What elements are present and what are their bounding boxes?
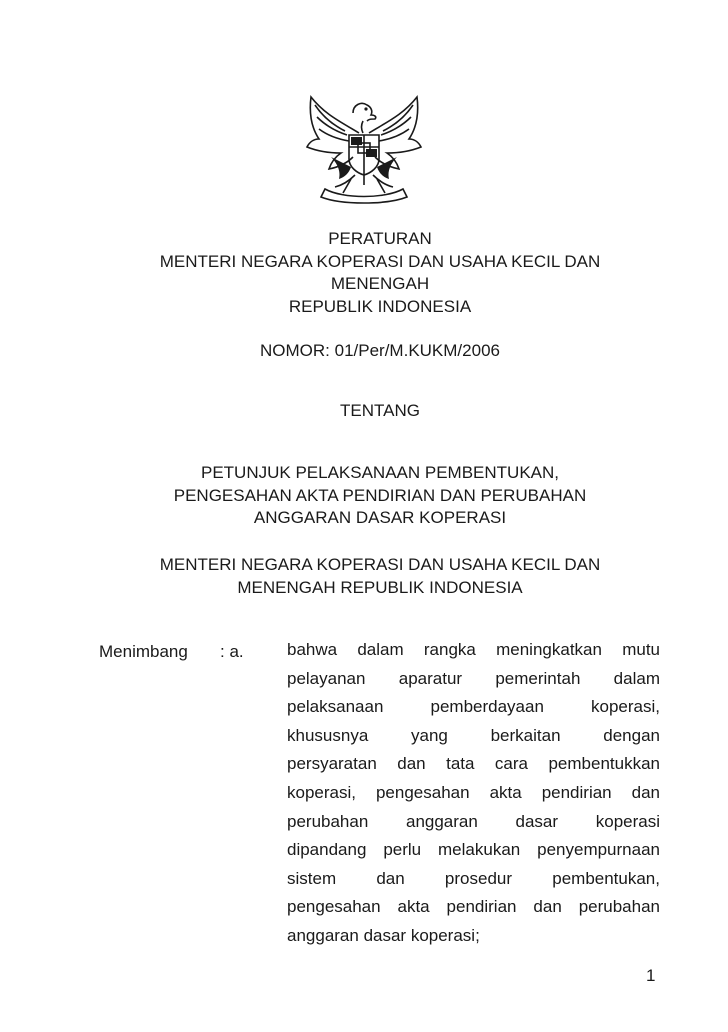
regulation-number: NOMOR: 01/Per/M.KUKM/2006 xyxy=(260,341,500,360)
menimbang-paragraph xyxy=(287,636,660,951)
menimbang-label: Menimbang xyxy=(99,642,188,661)
tentang-heading: TENTANG xyxy=(340,401,420,420)
minister-line: MENENGAH REPUBLIK INDONESIA xyxy=(237,577,523,597)
paragraph-line: dipandang perlu melakukan penyempurnaan xyxy=(287,840,660,860)
subject-line: ANGGARAN DASAR KOPERASI xyxy=(253,508,507,527)
minister-heading xyxy=(0,554,728,599)
subject-line: PENGESAHAN AKTA PENDIRIAN DAN PERUBAHAN xyxy=(173,485,587,505)
paragraph-line: pelaksanaan pemberdayaan koperasi, xyxy=(287,697,660,717)
paragraph-line: perubahan anggaran dasar koperasi xyxy=(287,811,660,831)
paragraph-line: pelayanan aparatur pemerintah dalam xyxy=(287,668,660,688)
page-number: 1 xyxy=(646,966,656,985)
minister-line: MENTERI NEGARA KOPERASI DAN USAHA KECIL DAN xyxy=(159,555,601,574)
title-line: MENENGAH xyxy=(330,274,430,293)
title-line: PERATURAN xyxy=(328,229,432,248)
paragraph-line: sistem dan prosedur pembentukan, xyxy=(287,868,660,888)
garuda-pancasila-emblem-icon xyxy=(303,93,425,205)
regulation-subject xyxy=(0,462,728,530)
paragraph-line: bahwa dalam rangka meningkatkan mutu xyxy=(287,640,660,659)
subject-line: PETUNJUK PELAKSANAAN PEMBENTUKAN, xyxy=(200,463,560,482)
title-line: MENTERI NEGARA KOPERASI DAN USAHA KECIL DAN xyxy=(159,251,601,271)
paragraph-line: pengesahan akta pendirian dan perubahan xyxy=(287,897,660,917)
paragraph-line: persyaratan dan tata cara pembentukkan xyxy=(287,754,660,774)
paragraph-line: anggaran dasar koperasi; xyxy=(287,925,480,945)
paragraph-line: khususnya yang berkaitan dengan xyxy=(287,725,660,745)
title-line: REPUBLIK INDONESIA xyxy=(288,296,472,316)
point-marker: : a. xyxy=(220,642,244,661)
paragraph-line: koperasi, pengesahan akta pendirian dan xyxy=(287,782,660,802)
regulation-title xyxy=(0,228,728,318)
